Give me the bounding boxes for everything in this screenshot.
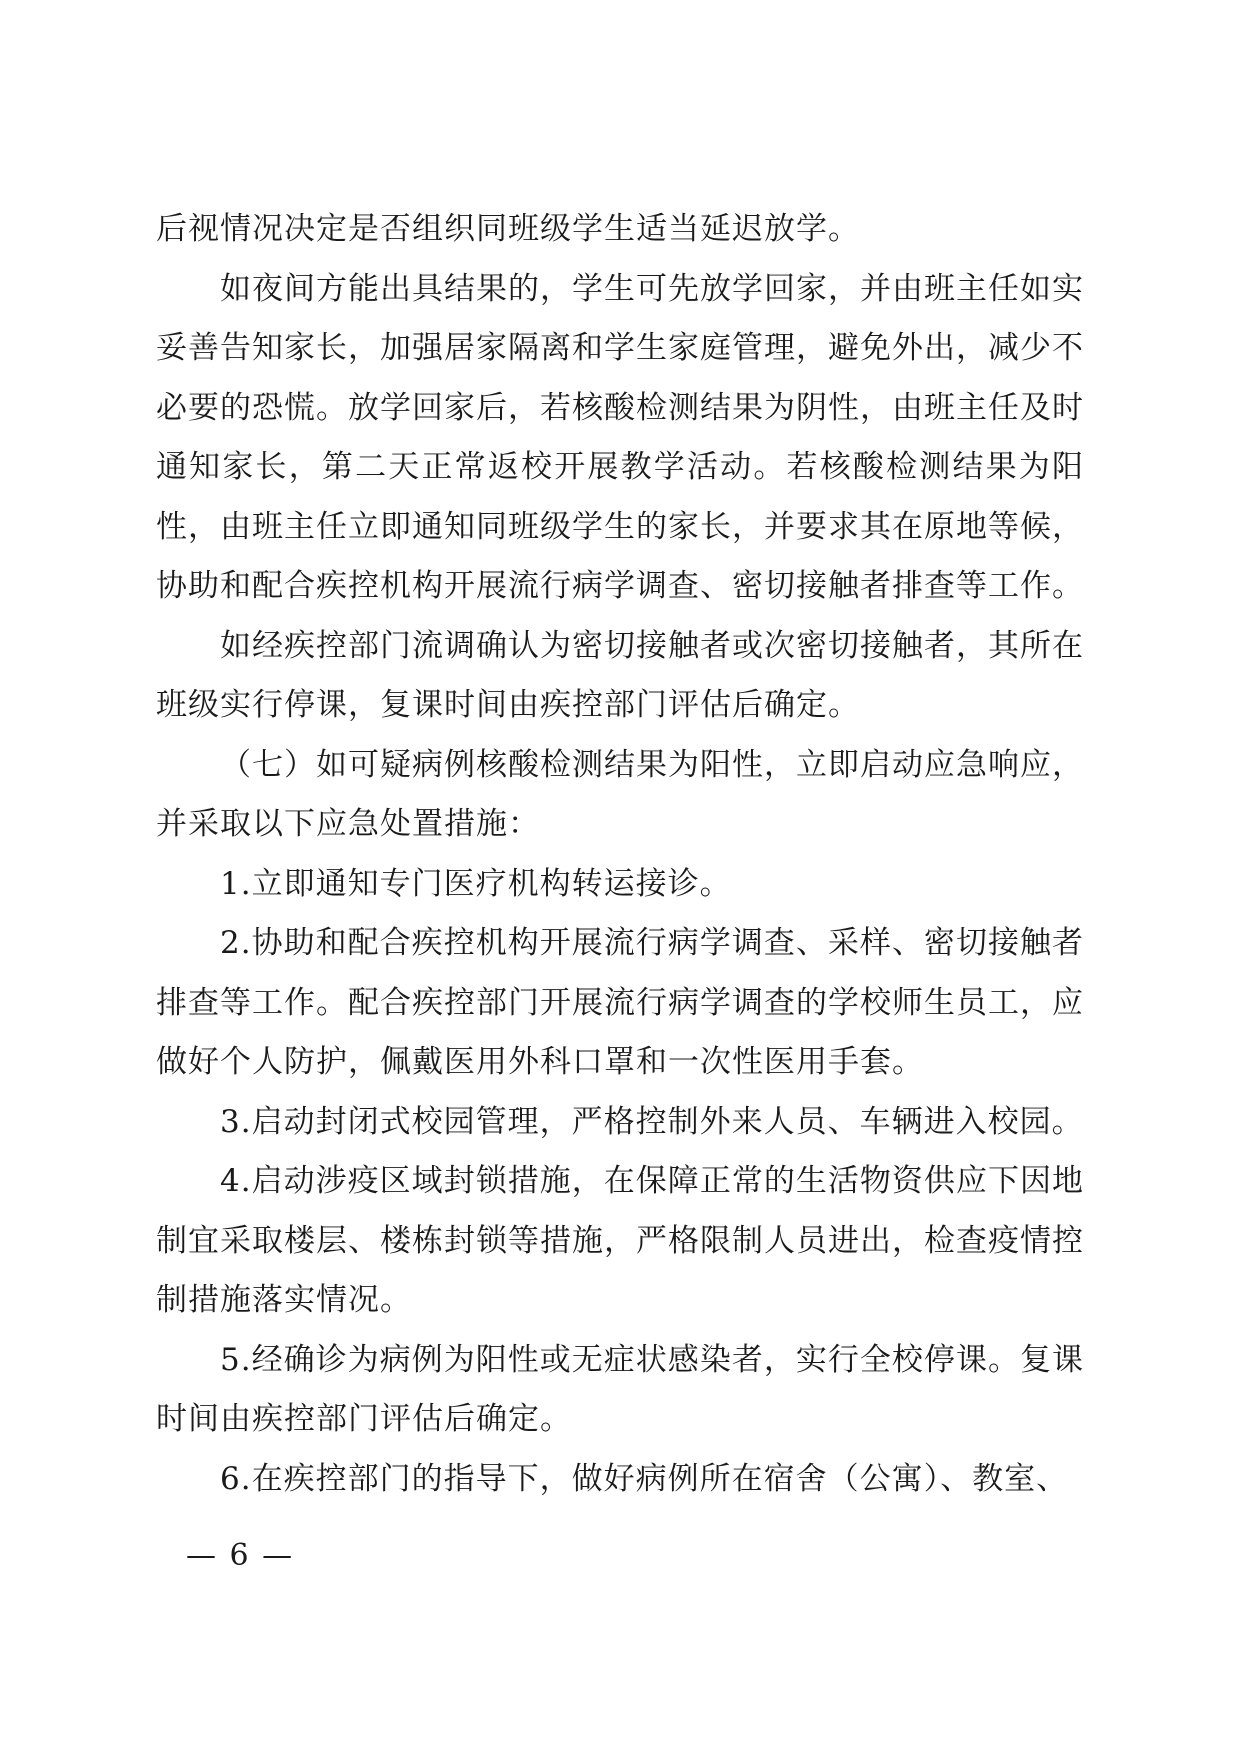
list-item-3: 3.启动封闭式校园管理，严格控制外来人员、车辆进入校园。 bbox=[220, 1103, 1084, 1140]
list-item-6: 6.在疾控部门的指导下，做好病例所在宿舍（公寓）、教室、 bbox=[220, 1460, 1069, 1497]
list-item-5: 5.经确诊为病例为阳性或无症状感染者，实行全校停课。复课时间由疾控部门评估后确定。 bbox=[156, 1341, 1084, 1437]
list-item-1: 1.立即通知专门医疗机构转运接诊。 bbox=[220, 865, 732, 902]
page-number: — 6 — bbox=[186, 1538, 295, 1573]
document-body bbox=[156, 200, 1084, 1509]
list-item-2: 2.协助和配合疾控机构开展流行病学调查、采样、密切接触者排查等工作。配合疾控部门开展流行病学调查的学校师生员工，应做好个人防护，佩戴医用外科口罩和一次性医用手套。 bbox=[156, 925, 1084, 1080]
list-item-4: 4.启动涉疫区域封锁措施，在保障正常的生活物资供应下因地制宜采取楼层、楼栋封锁等措施，严格限制人员进出，检查疫情控制措施落实情况。 bbox=[156, 1163, 1084, 1318]
paragraph-2: 如夜间方能出具结果的，学生可先放学回家，并由班主任如实妥善告知家长，加强居家隔离和学生家庭管理，避免外出，减少不必要的恐慌。放学回家后，若核酸检测结果为阴性，由班主任及时通知家长，第二天正常返校开展教学活动。若核酸检测结果为阳性，由班主任立即通知同班级学生的家长，并要求其在原地等候，协助和配合疾控机构开展流行病学调查、密切接触者排查等工作。 bbox=[156, 270, 1084, 604]
paragraph-4: （七）如可疑病例核酸检测结果为阳性，立即启动应急响应，并采取以下应急处置措施： bbox=[156, 746, 1084, 842]
paragraph-1: 后视情况决定是否组织同班级学生适当延迟放学。 bbox=[156, 211, 860, 247]
paragraph-3: 如经疾控部门流调确认为密切接触者或次密切接触者，其所在班级实行停课，复课时间由疾控部门评估后确定。 bbox=[156, 627, 1084, 723]
